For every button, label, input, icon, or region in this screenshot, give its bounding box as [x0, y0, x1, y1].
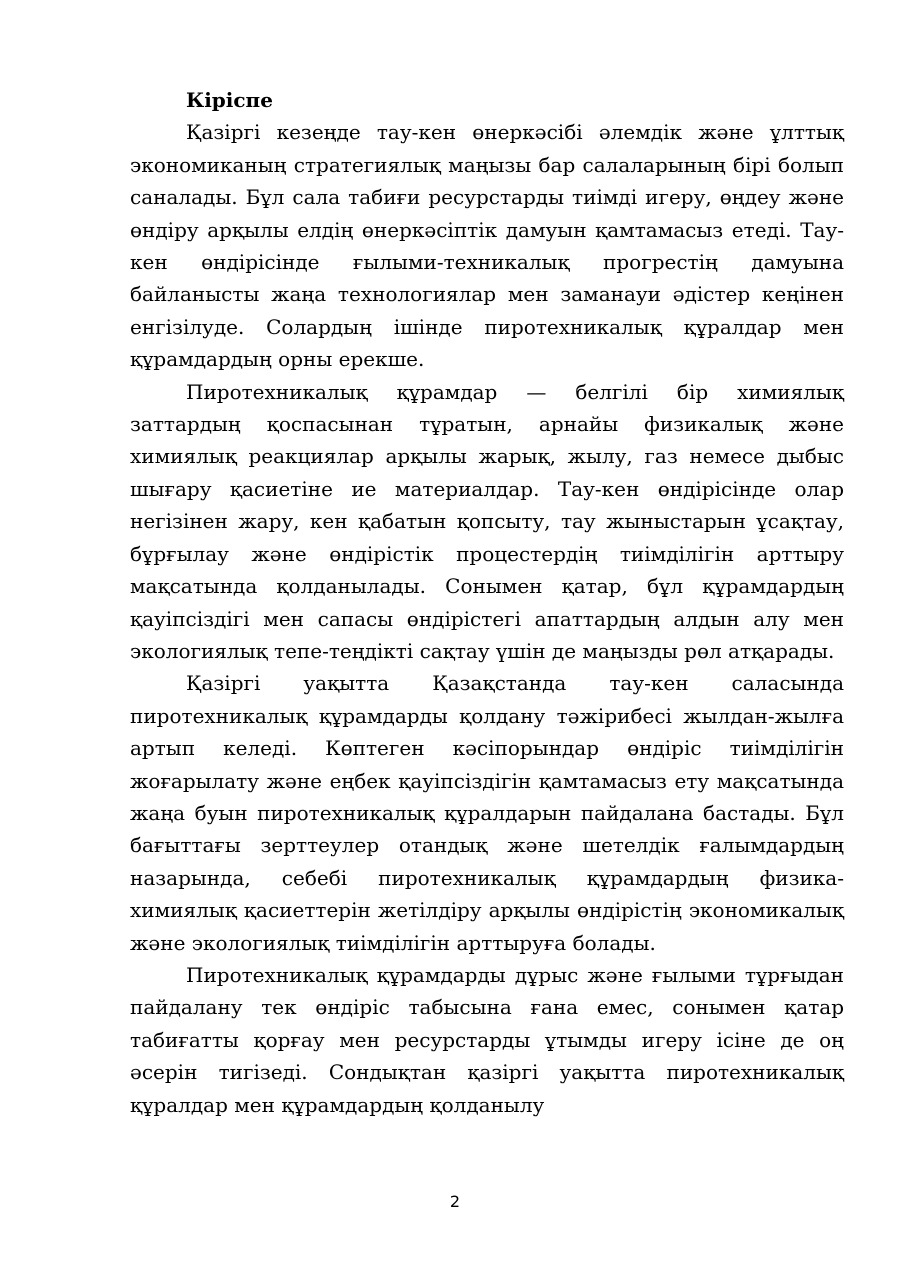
page-number: 2 — [449, 1192, 461, 1211]
paragraph-2: Пиротехникалық құрамдар — белгілі бір химиялық заттардың қоспасынан тұратын, арнайы физикалық және химиялық реакциялар арқылы жарық, жылу, газ немесе дыбыс шығару қасиетіне ие материалдар. Тау-кен өндірісінде олар негізінен жару, кен қабатын қопсыту, тау жыныстарын ұсақтау, бұрғылау және өндірістік процестердің тиімділігін арттыру мақсатында қолданылады. Сонымен қатар, бұл құрамдардың қауіпсіздігі мен сапасы өндірістегі апаттардың алдын алу мен экологиялық тепе-теңдікті сақтау үшін де маңызды рөл атқарады. — [130, 379, 844, 663]
paragraph-1: Қазіргі кезеңде тау-кен өнеркәсібі әлемдік және ұлттық экономиканың стратегиялық маңызы бар салаларының бірі болып саналады. Бұл сала табиғи ресурстарды тиімді игеру, өңдеу және өндіру арқылы елдің өнеркәсіптік дамуын қамтамасыз етеді. Тау-кен өндірісінде ғылыми-техникалық прогрестің дамуына байланысты жаңа технологиялар мен заманауи әдістер кеңінен енгізілуде. Солардың ішінде пиротехникалық құралдар мен құрамдардың орны ерекше. — [130, 120, 844, 372]
document-body — [130, 84, 844, 1121]
paragraph-4: Пиротехникалық құрамдарды дұрыс және ғылыми тұрғыдан пайдалану тек өндіріс табысына ғана емес, сонымен қатар табиғатты қорғау мен ресурстарды ұтымды игеру ісіне де оң әсерін тигізеді. Сондықтан қазіргі уақытта пиротехникалық құралдар мен құрамдардың қолданылу — [130, 962, 844, 1117]
paragraph-3: Қазіргі уақытта Қазақстанда тау-кен саласында пиротехникалық құрамдарды қолдану тәжірибесі жылдан-жылға артып келеді. Көптеген кәсіпорындар өндіріс тиімділігін жоғарылату және еңбек қауіпсіздігін қамтамасыз ету мақсатында жаңа буын пиротехникалық құралдарын пайдалана бастады. Бұл бағыттағы зерттеулер отандық және шетелдік ғалымдардың назарында, себебі пиротехникалық құрамдардың физика-химиялық қасиеттерін жетілдіру арқылы өндірістің экономикалық және экологиялық тиімділігін арттыруға болады. — [130, 671, 844, 955]
section-heading: Кіріспе — [186, 88, 273, 112]
